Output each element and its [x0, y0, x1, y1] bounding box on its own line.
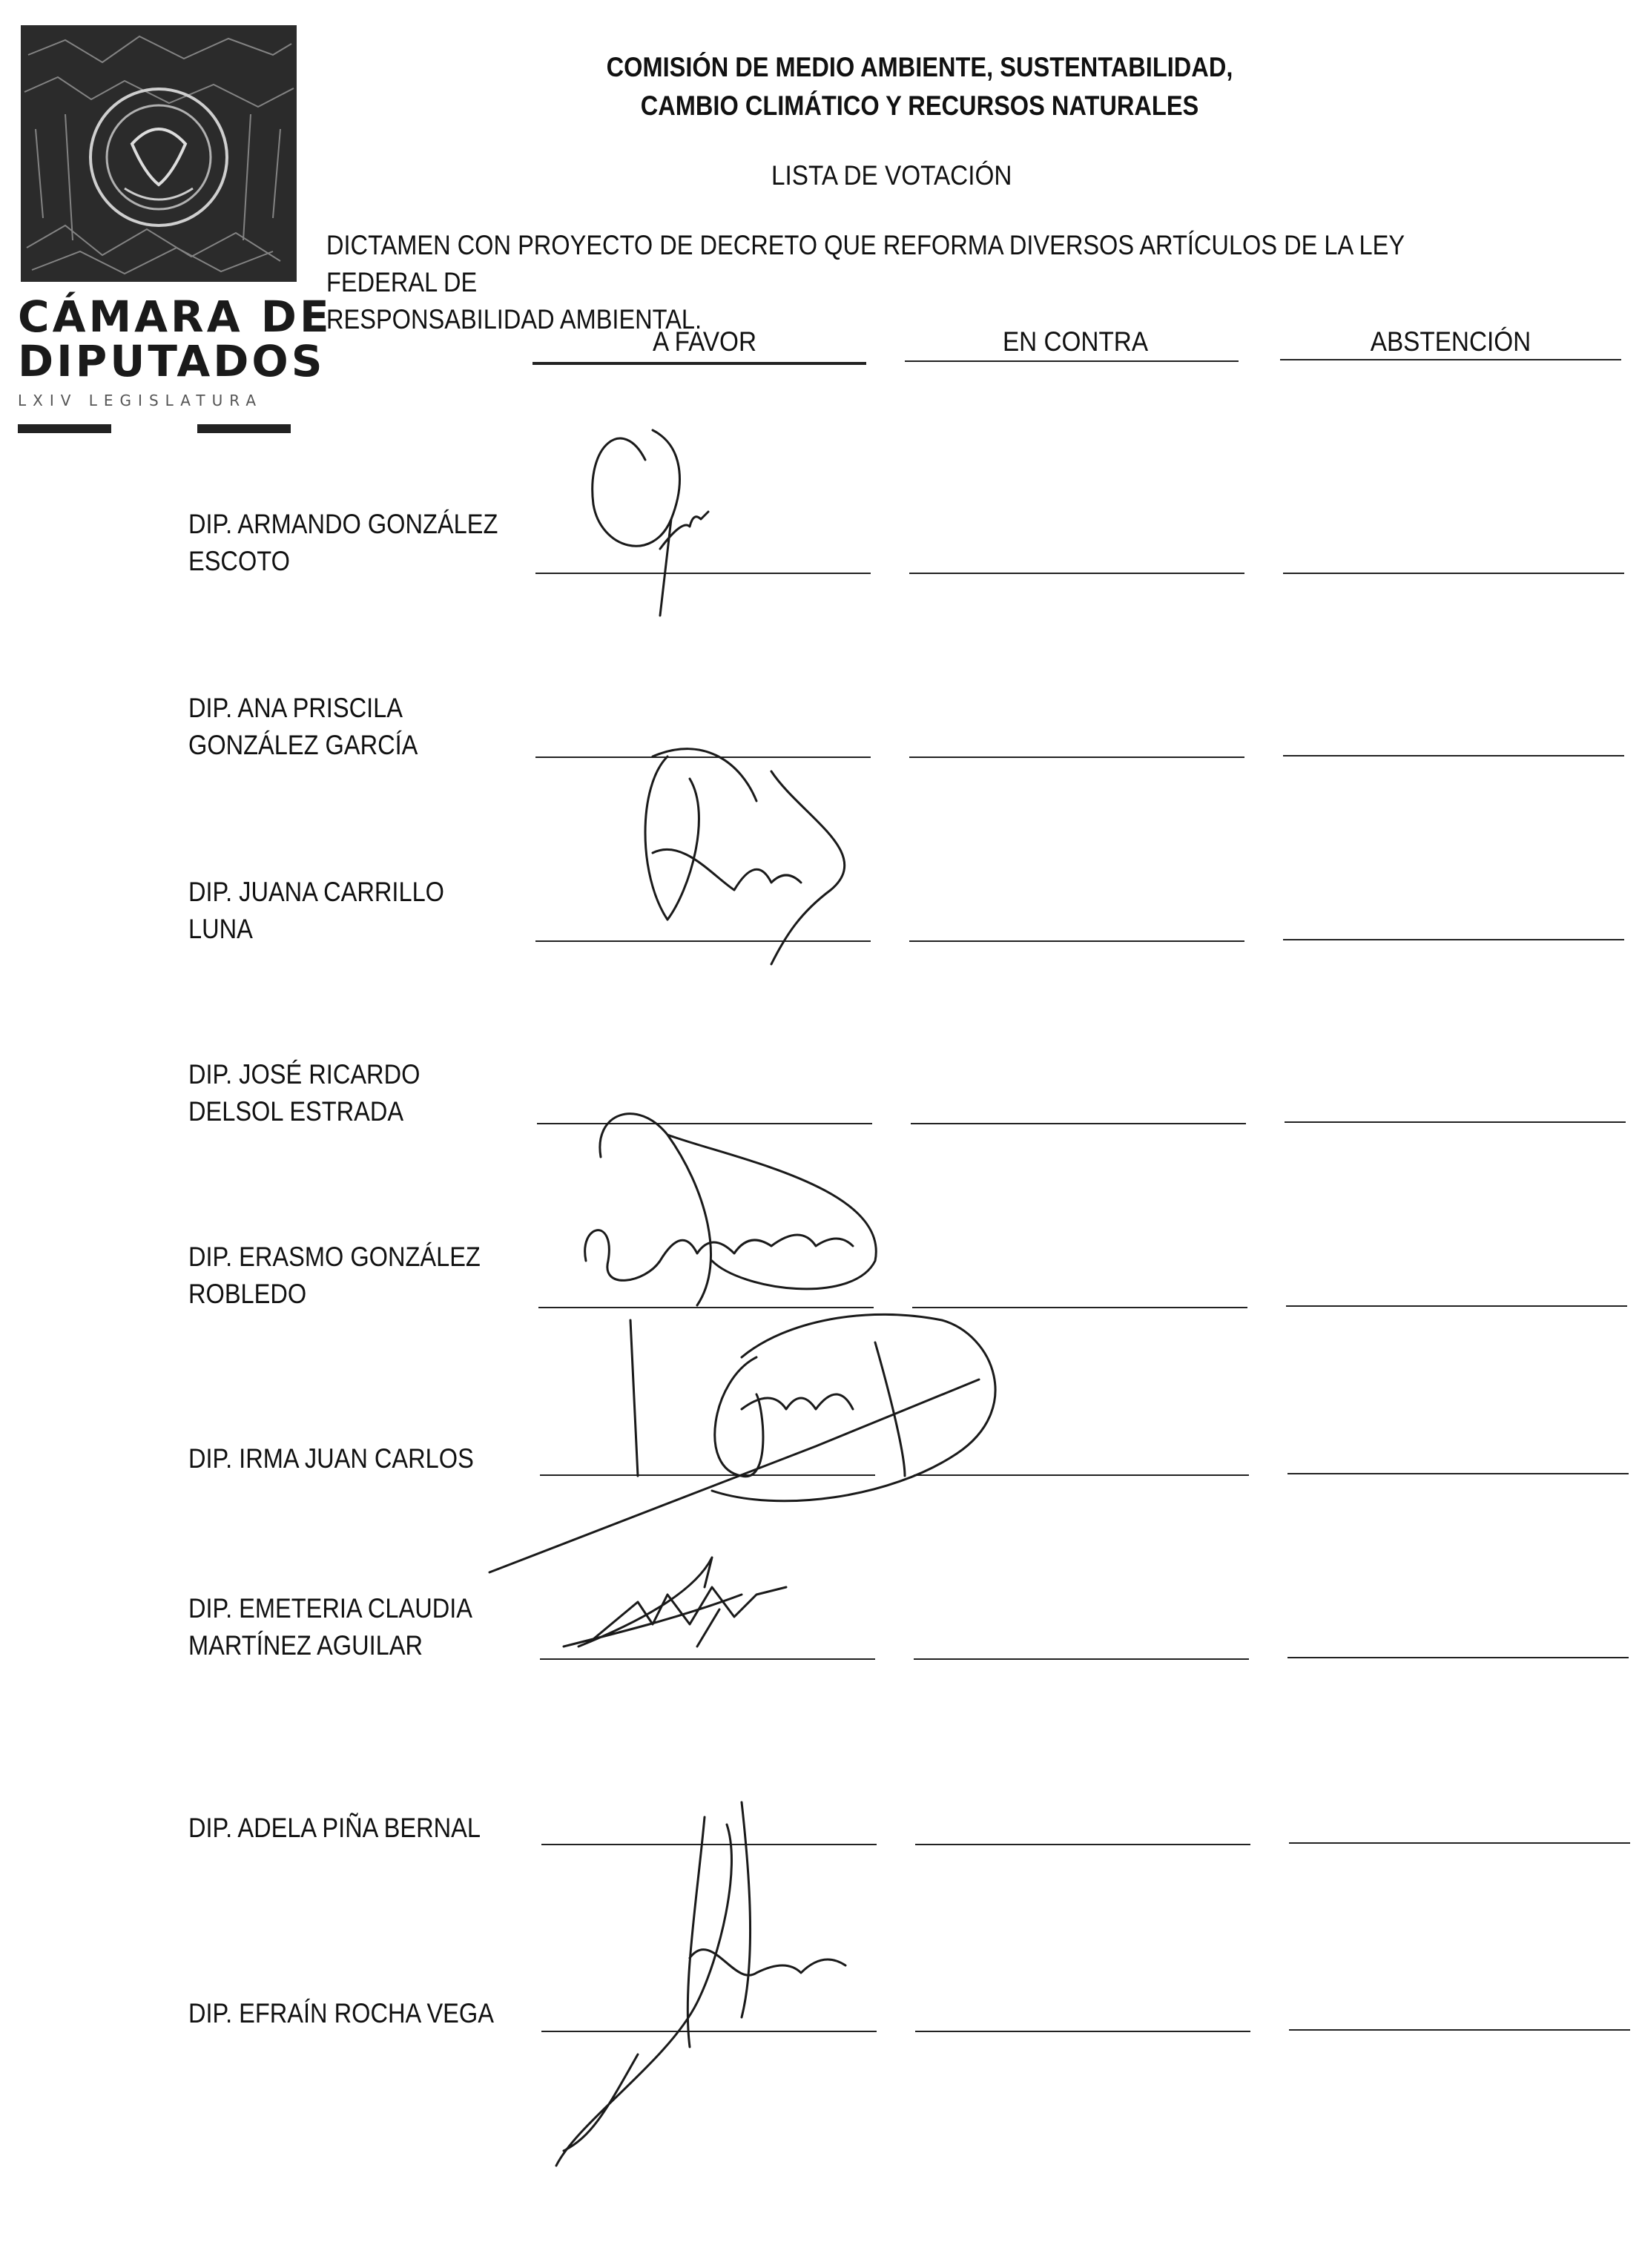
logo-bar-left: [18, 424, 111, 433]
member-name: DIP. ERASMO GONZÁLEZ ROBLEDO: [188, 1242, 481, 1309]
signature: [585, 1114, 877, 1476]
eagle-emblem-icon: [21, 25, 297, 282]
vote-line-abstencion: [1285, 1121, 1626, 1123]
member-name: DIP. JUANA CARRILLO LUNA: [188, 877, 445, 944]
vote-line-contra: [915, 2031, 1250, 2032]
column-underline-abstencion: [1280, 359, 1621, 360]
column-header-contra: EN CONTRA: [1002, 326, 1149, 357]
vote-line-favor: [535, 573, 871, 574]
commission-title-line2: CAMBIO CLIMÁTICO Y RECURSOS NATURALES: [640, 90, 1199, 121]
vote-line-favor: [538, 1307, 874, 1308]
signature: [556, 1802, 845, 2166]
logo-text-diputados: DIPUTADOS: [18, 336, 326, 386]
member-name: DIP. EFRAÍN ROCHA VEGA: [188, 1998, 494, 2028]
logo-text-camara: CÁMARA DE: [18, 291, 332, 342]
vote-line-contra: [911, 1123, 1246, 1124]
signature: [489, 1314, 995, 1572]
vote-line-abstencion: [1283, 939, 1624, 940]
vote-line-abstencion: [1289, 2029, 1630, 2031]
logo-text-legislatura: LXIV LEGISLATURA: [18, 392, 263, 409]
member-name: DIP. ADELA PIÑA BERNAL: [188, 1813, 481, 1843]
dictamen-line1: DICTAMEN CON PROYECTO DE DECRETO QUE REFORMA DIVERSOS ARTÍCULOS DE LA LEY FEDERAL DE: [326, 230, 1405, 297]
vote-line-favor: [540, 1658, 875, 1660]
dictamen-line2: RESPONSABILIDAD AMBIENTAL.: [326, 304, 702, 334]
vote-line-favor: [537, 1123, 872, 1124]
vote-line-abstencion: [1287, 1473, 1629, 1474]
vote-line-abstencion: [1289, 1842, 1630, 1844]
member-name: DIP. EMETERIA CLAUDIA MARTÍNEZ AGUILAR: [188, 1593, 473, 1661]
vote-line-abstencion: [1283, 755, 1624, 756]
vote-line-abstencion: [1287, 1657, 1629, 1658]
column-header-favor: A FAVOR: [652, 326, 757, 357]
vote-line-contra: [912, 1307, 1247, 1308]
vote-line-contra: [914, 1658, 1249, 1660]
vote-line-contra: [914, 1474, 1249, 1476]
vote-line-contra: [915, 1844, 1250, 1845]
signature: [564, 1557, 786, 1646]
vote-line-favor: [541, 2031, 877, 2032]
member-name: DIP. IRMA JUAN CARLOS: [188, 1443, 474, 1474]
commission-title-line1: COMISIÓN DE MEDIO AMBIENTE, SUSTENTABILIDAD,: [606, 52, 1233, 82]
vote-line-abstencion: [1286, 1305, 1627, 1307]
list-title: LISTA DE VOTACIÓN: [771, 160, 1012, 191]
member-name: DIP. ARMANDO GONZÁLEZ ESCOTO: [188, 509, 498, 576]
vote-line-contra: [909, 756, 1244, 758]
vote-line-favor: [541, 1844, 877, 1845]
column-underline-contra: [905, 360, 1239, 362]
column-underline-favor: [533, 362, 866, 365]
vote-line-favor: [535, 756, 871, 758]
vote-line-favor: [535, 940, 871, 942]
vote-line-abstencion: [1283, 573, 1624, 574]
logo-bar-right: [197, 424, 291, 433]
column-header-abstencion: ABSTENCIÓN: [1370, 326, 1531, 357]
vote-line-contra: [909, 940, 1244, 942]
vote-line-favor: [540, 1474, 875, 1476]
chamber-logo-emblem: [21, 25, 297, 282]
dictamen-description: [326, 227, 1475, 338]
signature: [593, 430, 708, 616]
member-name: DIP. ANA PRISCILA GONZÁLEZ GARCÍA: [188, 693, 418, 760]
member-name: DIP. JOSÉ RICARDO DELSOL ESTRADA: [188, 1059, 421, 1127]
signature: [645, 749, 845, 964]
vote-line-contra: [909, 573, 1244, 574]
